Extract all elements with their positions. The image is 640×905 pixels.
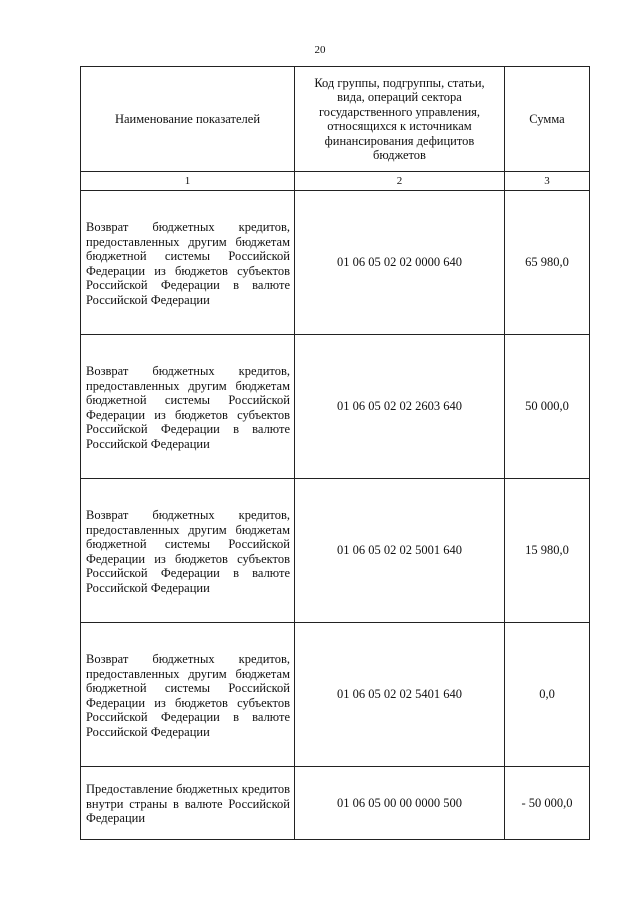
row-indicator-name: Возврат бюджетных кредитов, предоставленных другим бюджетам бюджетной системы Российской Федерации из бюджетов субъектов Российской Федерации в валюте Российской Федерации xyxy=(81,479,295,623)
row-code: 01 06 05 02 02 5001 640 xyxy=(295,479,505,623)
row-amount: 50 000,0 xyxy=(505,335,590,479)
header-classification-code: Код группы, подгруппы, статьи, вида, операций сектора государственного управления, относящихся к источникам финансирования дефицитов бюджетов xyxy=(295,67,505,172)
column-numbers-row xyxy=(81,172,590,191)
header-indicator-name: Наименование показателей xyxy=(81,67,295,172)
row-amount: - 50 000,0 xyxy=(505,767,590,840)
table-row xyxy=(81,191,590,335)
row-amount: 0,0 xyxy=(505,623,590,767)
column-number-1: 1 xyxy=(81,172,295,191)
page-number: 20 xyxy=(314,44,326,56)
row-code: 01 06 05 02 02 0000 640 xyxy=(295,191,505,335)
table-row xyxy=(81,767,590,840)
row-indicator-name: Возврат бюджетных кредитов, предоставленных другим бюджетам бюджетной системы Российской Федерации из бюджетов субъектов Российской Федерации в валюте Российской Федерации xyxy=(81,335,295,479)
sources-financing-table xyxy=(80,66,590,840)
row-amount: 65 980,0 xyxy=(505,191,590,335)
table-row xyxy=(81,479,590,623)
row-code: 01 06 05 00 00 0000 500 xyxy=(295,767,505,840)
table-row xyxy=(81,623,590,767)
column-number-3: 3 xyxy=(505,172,590,191)
row-indicator-name: Возврат бюджетных кредитов, предоставленных другим бюджетам бюджетной системы Российской Федерации из бюджетов субъектов Российской Федерации в валюте Российской Федерации xyxy=(81,191,295,335)
column-number-2: 2 xyxy=(295,172,505,191)
row-amount: 15 980,0 xyxy=(505,479,590,623)
table-row xyxy=(81,335,590,479)
row-indicator-name: Возврат бюджетных кредитов, предоставленных другим бюджетам бюджетной системы Российской Федерации из бюджетов субъектов Российской Федерации в валюте Российской Федерации xyxy=(81,623,295,767)
header-amount: Сумма xyxy=(505,67,590,172)
row-code: 01 06 05 02 02 5401 640 xyxy=(295,623,505,767)
row-code: 01 06 05 02 02 2603 640 xyxy=(295,335,505,479)
table-header-row xyxy=(81,67,590,172)
row-indicator-name: Предоставление бюджетных кредитов внутри страны в валюте Российской Федерации xyxy=(81,767,295,840)
